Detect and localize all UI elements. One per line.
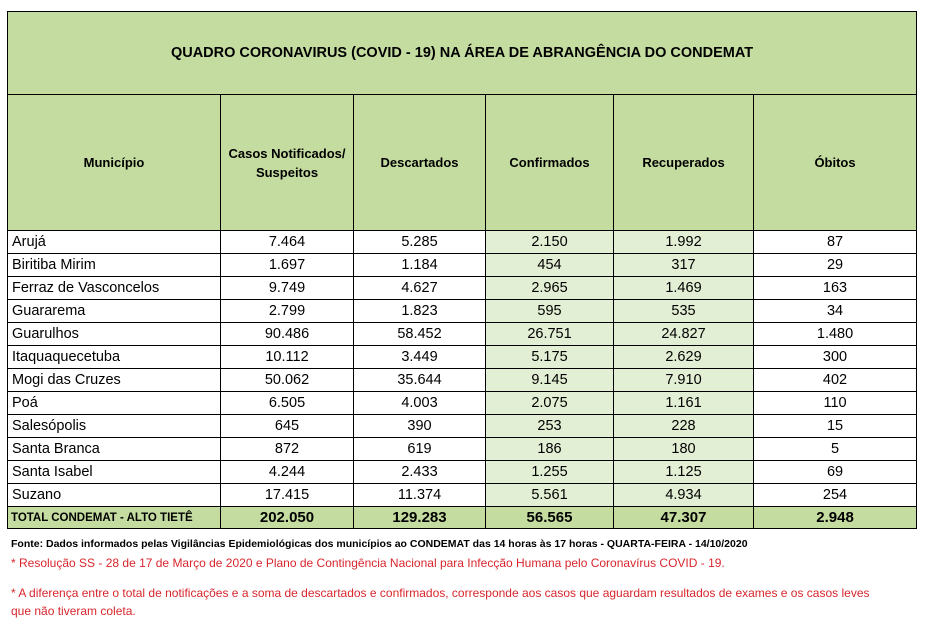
source-note: Fonte: Dados informados pelas Vigilâncias Epidemiológicas dos municípios ao CONDEMAT das 14 horas às 17 horas - QUARTA-FEIRA - 14/10/2020 <box>11 538 748 550</box>
table-row <box>8 369 917 392</box>
cell-obitos: 1.480 <box>754 323 917 346</box>
cell-confirmados: 2.075 <box>486 392 614 415</box>
cell-casos: 872 <box>221 438 354 461</box>
cell-casos: 17.415 <box>221 484 354 507</box>
cell-obitos: 110 <box>754 392 917 415</box>
cell-confirmados: 5.175 <box>486 346 614 369</box>
cell-confirmados: 2.965 <box>486 277 614 300</box>
cell-municipio: Suzano <box>8 484 221 507</box>
table-row <box>8 484 917 507</box>
header-confirmados: Confirmados <box>486 95 614 231</box>
cell-descartados: 5.285 <box>354 231 486 254</box>
cell-descartados: 619 <box>354 438 486 461</box>
cell-confirmados: 26.751 <box>486 323 614 346</box>
cell-municipio: Biritiba Mirim <box>8 254 221 277</box>
cell-casos: 1.697 <box>221 254 354 277</box>
cell-confirmados: 595 <box>486 300 614 323</box>
total-casos: 202.050 <box>221 507 354 529</box>
cell-confirmados: 2.150 <box>486 231 614 254</box>
cell-descartados: 11.374 <box>354 484 486 507</box>
total-recuperados: 47.307 <box>614 507 754 529</box>
table-row <box>8 300 917 323</box>
cell-obitos: 5 <box>754 438 917 461</box>
cell-obitos: 69 <box>754 461 917 484</box>
cell-municipio: Arujá <box>8 231 221 254</box>
cell-casos: 6.505 <box>221 392 354 415</box>
cell-recuperados: 180 <box>614 438 754 461</box>
table-title: QUADRO CORONAVIRUS (COVID - 19) NA ÁREA DE ABRANGÊNCIA DO CONDEMAT <box>8 12 917 95</box>
cell-confirmados: 5.561 <box>486 484 614 507</box>
cell-recuperados: 1.125 <box>614 461 754 484</box>
cell-descartados: 390 <box>354 415 486 438</box>
cell-confirmados: 9.145 <box>486 369 614 392</box>
cell-confirmados: 253 <box>486 415 614 438</box>
cell-descartados: 3.449 <box>354 346 486 369</box>
cell-recuperados: 2.629 <box>614 346 754 369</box>
cell-municipio: Salesópolis <box>8 415 221 438</box>
cell-municipio: Guarulhos <box>8 323 221 346</box>
covid-table <box>7 11 917 529</box>
cell-recuperados: 317 <box>614 254 754 277</box>
table-row <box>8 277 917 300</box>
table-row <box>8 392 917 415</box>
cell-confirmados: 1.255 <box>486 461 614 484</box>
total-label: TOTAL CONDEMAT - ALTO TIETÊ <box>8 507 221 529</box>
cell-recuperados: 7.910 <box>614 369 754 392</box>
total-confirmados: 56.565 <box>486 507 614 529</box>
cell-descartados: 35.644 <box>354 369 486 392</box>
cell-recuperados: 24.827 <box>614 323 754 346</box>
total-obitos: 2.948 <box>754 507 917 529</box>
cell-municipio: Ferraz de Vasconcelos <box>8 277 221 300</box>
cell-obitos: 402 <box>754 369 917 392</box>
cell-obitos: 300 <box>754 346 917 369</box>
resolution-note: * Resolução SS - 28 de 17 de Março de 2020 e Plano de Contingência Nacional para Infecção Humana pelo Coronavírus COVID - 19. <box>11 556 725 570</box>
cell-descartados: 58.452 <box>354 323 486 346</box>
cell-obitos: 34 <box>754 300 917 323</box>
cell-casos: 645 <box>221 415 354 438</box>
cell-municipio: Santa Isabel <box>8 461 221 484</box>
cell-recuperados: 1.161 <box>614 392 754 415</box>
table-row <box>8 346 917 369</box>
cell-obitos: 254 <box>754 484 917 507</box>
cell-casos: 50.062 <box>221 369 354 392</box>
cell-descartados: 2.433 <box>354 461 486 484</box>
cell-casos: 10.112 <box>221 346 354 369</box>
cell-confirmados: 186 <box>486 438 614 461</box>
cell-recuperados: 1.469 <box>614 277 754 300</box>
table-row <box>8 254 917 277</box>
cell-obitos: 87 <box>754 231 917 254</box>
cell-municipio: Poá <box>8 392 221 415</box>
table-row <box>8 323 917 346</box>
cell-casos: 7.464 <box>221 231 354 254</box>
cell-recuperados: 4.934 <box>614 484 754 507</box>
header-obitos: Óbitos <box>754 95 917 231</box>
cell-recuperados: 1.992 <box>614 231 754 254</box>
cell-casos: 90.486 <box>221 323 354 346</box>
header-recuperados: Recuperados <box>614 95 754 231</box>
cell-recuperados: 228 <box>614 415 754 438</box>
cell-descartados: 1.184 <box>354 254 486 277</box>
cell-municipio: Santa Branca <box>8 438 221 461</box>
total-descartados: 129.283 <box>354 507 486 529</box>
cell-obitos: 29 <box>754 254 917 277</box>
table-row <box>8 415 917 438</box>
cell-casos: 9.749 <box>221 277 354 300</box>
header-row <box>8 95 917 231</box>
cell-confirmados: 454 <box>486 254 614 277</box>
cell-descartados: 1.823 <box>354 300 486 323</box>
header-descartados: Descartados <box>354 95 486 231</box>
cell-descartados: 4.003 <box>354 392 486 415</box>
table-row <box>8 438 917 461</box>
header-municipio: Município <box>8 95 221 231</box>
cell-municipio: Mogi das Cruzes <box>8 369 221 392</box>
header-casos-notificados: Casos Notificados/ Suspeitos <box>221 95 354 231</box>
cell-municipio: Guararema <box>8 300 221 323</box>
difference-note: * A diferença entre o total de notificações e a soma de descartados e confirmados, corresponde aos casos que aguardam resultados de exames e os casos leves que não tiveram coleta. <box>11 586 870 618</box>
cell-municipio: Itaquaquecetuba <box>8 346 221 369</box>
cell-obitos: 163 <box>754 277 917 300</box>
table-row <box>8 231 917 254</box>
cell-descartados: 4.627 <box>354 277 486 300</box>
cell-casos: 4.244 <box>221 461 354 484</box>
cell-casos: 2.799 <box>221 300 354 323</box>
table-row <box>8 461 917 484</box>
total-row <box>8 507 917 529</box>
cell-recuperados: 535 <box>614 300 754 323</box>
cell-obitos: 15 <box>754 415 917 438</box>
